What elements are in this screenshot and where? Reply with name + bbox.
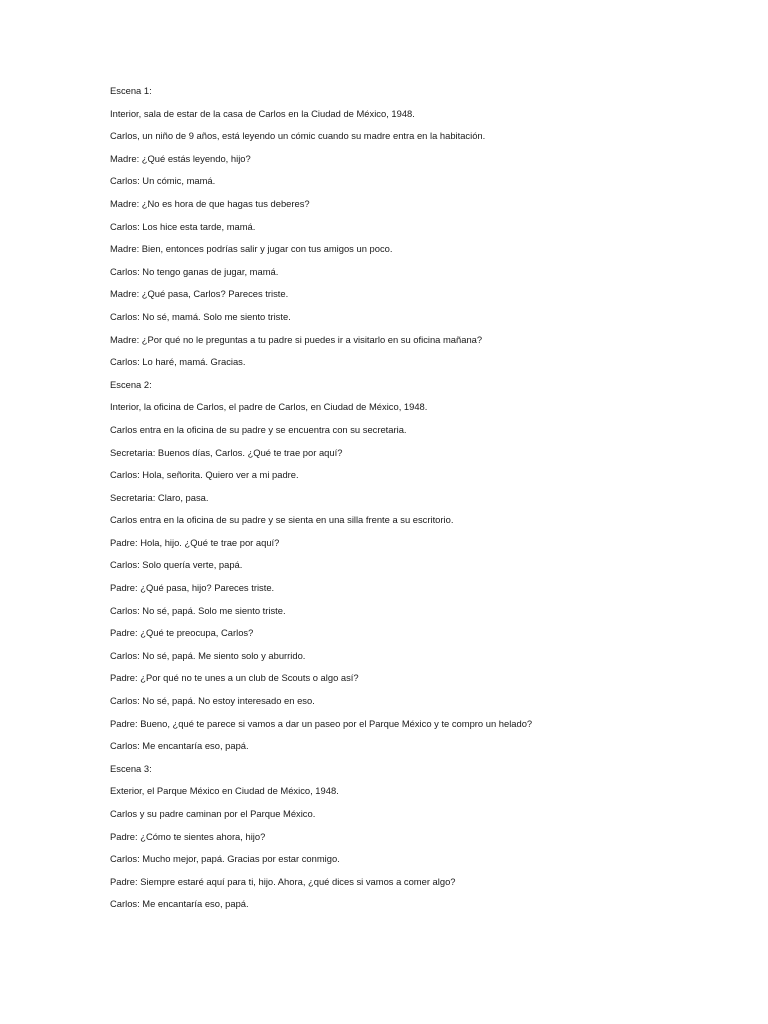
scene-setting: Interior, sala de estar de la casa de Carlos en la Ciudad de México, 1948. <box>110 107 415 119</box>
dialogue-line: Carlos: Un cómic, mamá. <box>110 175 216 187</box>
dialogue-line: Carlos: No tengo ganas de jugar, mamá. <box>110 265 279 277</box>
dialogue-line: Carlos: Hola, señorita. Quiero ver a mi padre. <box>110 469 299 481</box>
dialogue-line: Carlos: Los hice esta tarde, mamá. <box>110 220 256 232</box>
stage-direction: Carlos entra en la oficina de su padre y se encuentra con su secretaria. <box>110 423 407 435</box>
dialogue-line: Madre: ¿Por qué no le preguntas a tu padre si puedes ir a visitarlo en su oficina mañana? <box>110 333 483 345</box>
dialogue-line: Carlos: No sé, papá. Me siento solo y aburrido. <box>110 649 306 661</box>
dialogue-line: Carlos: Mucho mejor, papá. Gracias por estar conmigo. <box>110 853 340 865</box>
dialogue-line: Carlos: Lo haré, mamá. Gracias. <box>110 356 246 368</box>
document-body <box>110 84 730 920</box>
dialogue-line: Carlos: Solo quería verte, papá. <box>110 559 243 571</box>
scene-heading: Escena 1: <box>110 85 152 96</box>
dialogue-line: Carlos: No sé, papá. Solo me siento triste. <box>110 604 286 616</box>
dialogue-line: Padre: Hola, hijo. ¿Qué te trae por aquí? <box>110 536 280 548</box>
dialogue-line: Carlos: No sé, mamá. Solo me siento triste. <box>110 310 291 322</box>
dialogue-line: Madre: ¿Qué estás leyendo, hijo? <box>110 152 251 164</box>
dialogue-line: Padre: ¿Por qué no te unes a un club de Scouts o algo así? <box>110 672 359 684</box>
dialogue-line: Carlos: Me encantaría eso, papá. <box>110 740 249 752</box>
scene-setting: Exterior, el Parque México en Ciudad de México, 1948. <box>110 785 339 797</box>
dialogue-line: Padre: ¿Qué pasa, hijo? Pareces triste. <box>110 582 275 594</box>
scene-heading: Escena 2: <box>110 378 152 390</box>
dialogue-line: Padre: Siempre estaré aquí para ti, hijo. Ahora, ¿qué dices si vamos a comer algo? <box>110 875 456 887</box>
dialogue-line: Secretaria: Claro, pasa. <box>110 491 209 503</box>
dialogue-line: Padre: Bueno, ¿qué te parece si vamos a dar un paseo por el Parque México y te compro un helado? <box>110 717 533 729</box>
dialogue-line: Padre: ¿Qué te preocupa, Carlos? <box>110 627 254 639</box>
stage-direction: Carlos, un niño de 9 años, está leyendo un cómic cuando su madre entra en la habitación. <box>110 130 486 142</box>
dialogue-line: Carlos: No sé, papá. No estoy interesado en eso. <box>110 695 315 707</box>
scene-heading: Escena 3: <box>110 762 152 774</box>
stage-direction: Carlos y su padre caminan por el Parque México. <box>110 808 316 819</box>
scene-setting: Interior, la oficina de Carlos, el padre de Carlos, en Ciudad de México, 1948. <box>110 401 428 413</box>
dialogue-line: Padre: ¿Cómo te sientes ahora, hijo? <box>110 830 266 842</box>
dialogue-line: Secretaria: Buenos días, Carlos. ¿Qué te trae por aquí? <box>110 446 343 458</box>
dialogue-line: Madre: ¿No es hora de que hagas tus deberes? <box>110 197 310 209</box>
dialogue-line: Carlos: Me encantaría eso, papá. <box>110 898 249 910</box>
stage-direction: Carlos entra en la oficina de su padre y se sienta en una silla frente a su escritorio. <box>110 514 454 526</box>
dialogue-line: Madre: Bien, entonces podrías salir y jugar con tus amigos un poco. <box>110 243 393 255</box>
dialogue-line: Madre: ¿Qué pasa, Carlos? Pareces triste. <box>110 288 289 300</box>
